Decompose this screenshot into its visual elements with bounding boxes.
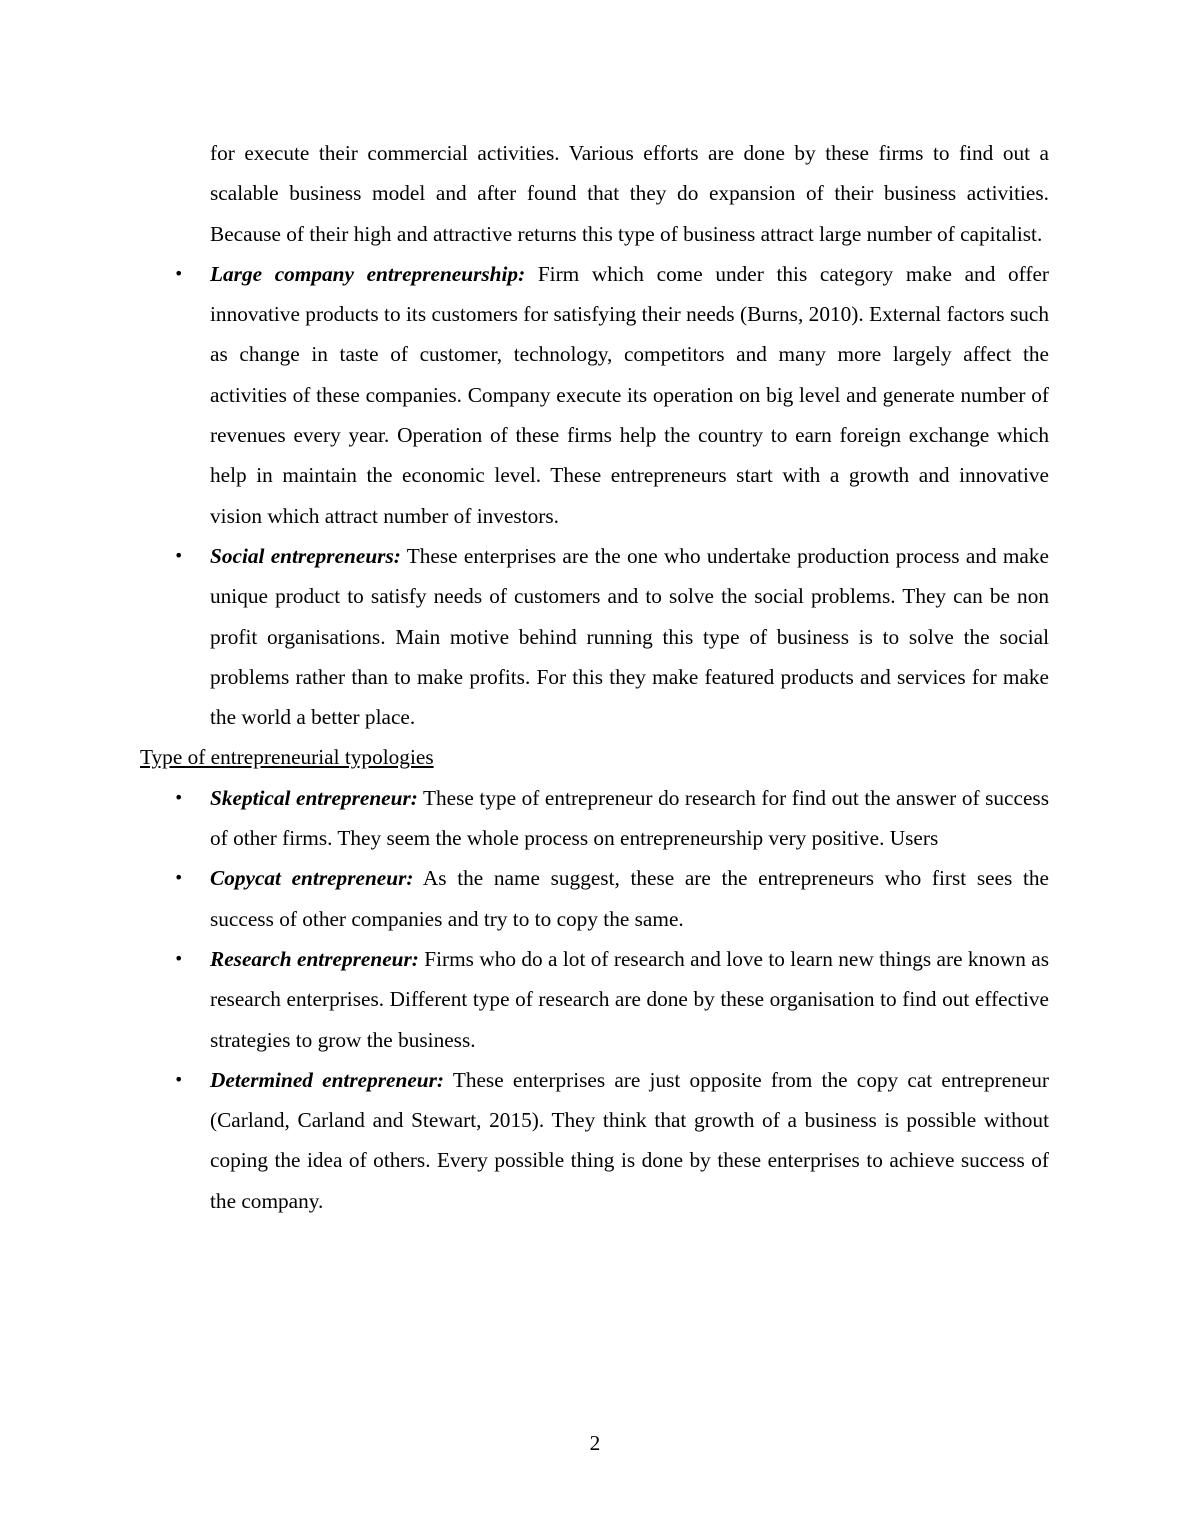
list-item-skeptical [140,778,1049,859]
bullet-icon: • [174,545,184,565]
bullet-icon: • [174,1069,184,1089]
list-item-term: Determined entrepreneur: [210,1067,444,1092]
bullet-icon: • [174,787,184,807]
list-item-term: Social entrepreneurs: [210,543,401,568]
list-item-text: These enterprises are the one who undertake production process and make unique product to satisfy needs of customers and to solve the social problems. They can be non profit organisations. Main motive behind running this type of business is to solve the social problems rather than to make profits. For this they make featured products and services for make the world a better place. [210,543,1049,730]
page-number: 2 [589,1431,601,1455]
bullet-icon: • [174,868,184,888]
list-item-term: Research entrepreneur: [210,946,419,971]
list-item-text: Firm which come under this category make and offer innovative products to its customers for satisfying their needs (Burns, 2010). External factors such as change in taste of customer, technology, competitors and many more largely affect the activities of these companies. Company execute its operation on big level and generate number of revenues every year. Operation of these firms help the country to earn foreign exchange which help in maintain the economic level. These entrepreneurs start with a growth and innovative vision which attract number of investors. [210,261,1049,528]
section-heading: Type of entrepreneurial typologies [140,745,434,770]
list-item-text: Firms who do a lot of research and love to learn new things are known as research enterprises. Different type of research are done by these organisation to find out effective strategies to grow the business. [210,946,1049,1052]
page-content [140,133,1049,1221]
intro-paragraph: for execute their commercial activities. Various efforts are done by these firms to find out a scalable business model and after found that they do expansion of their business activities. Because of their high and attractive returns this type of business attract large number of capitalist. [210,141,1049,246]
list-item-text: These type of entrepreneur do research for find out the answer of success of other firms. They seem the whole process on entrepreneurship very positive. Users [210,785,1049,851]
list-item-large-company [140,254,1049,536]
list-item-copycat [140,858,1049,939]
list-item-determined [140,1060,1049,1221]
list-item-text: These enterprises are just opposite from the copy cat entrepreneur (Carland, Carland and Stewart, 2015). They think that growth of a business is possible without coping the idea of others. Every possible thing is done by these enterprises to achieve success of the company. [210,1067,1050,1213]
list-item-term: Large company entrepreneurship: [210,261,526,286]
bullet-icon: • [174,263,184,283]
bullet-icon: • [174,948,184,968]
list-item-text: As the name suggest, these are the entrepreneurs who first sees the success of other companies and try to to copy the same. [210,866,1049,931]
list-item-term: Skeptical entrepreneur: [210,785,418,810]
list-item-research [140,939,1049,1060]
list-item-social [140,536,1049,737]
list-item-term: Copycat entrepreneur: [210,866,414,891]
